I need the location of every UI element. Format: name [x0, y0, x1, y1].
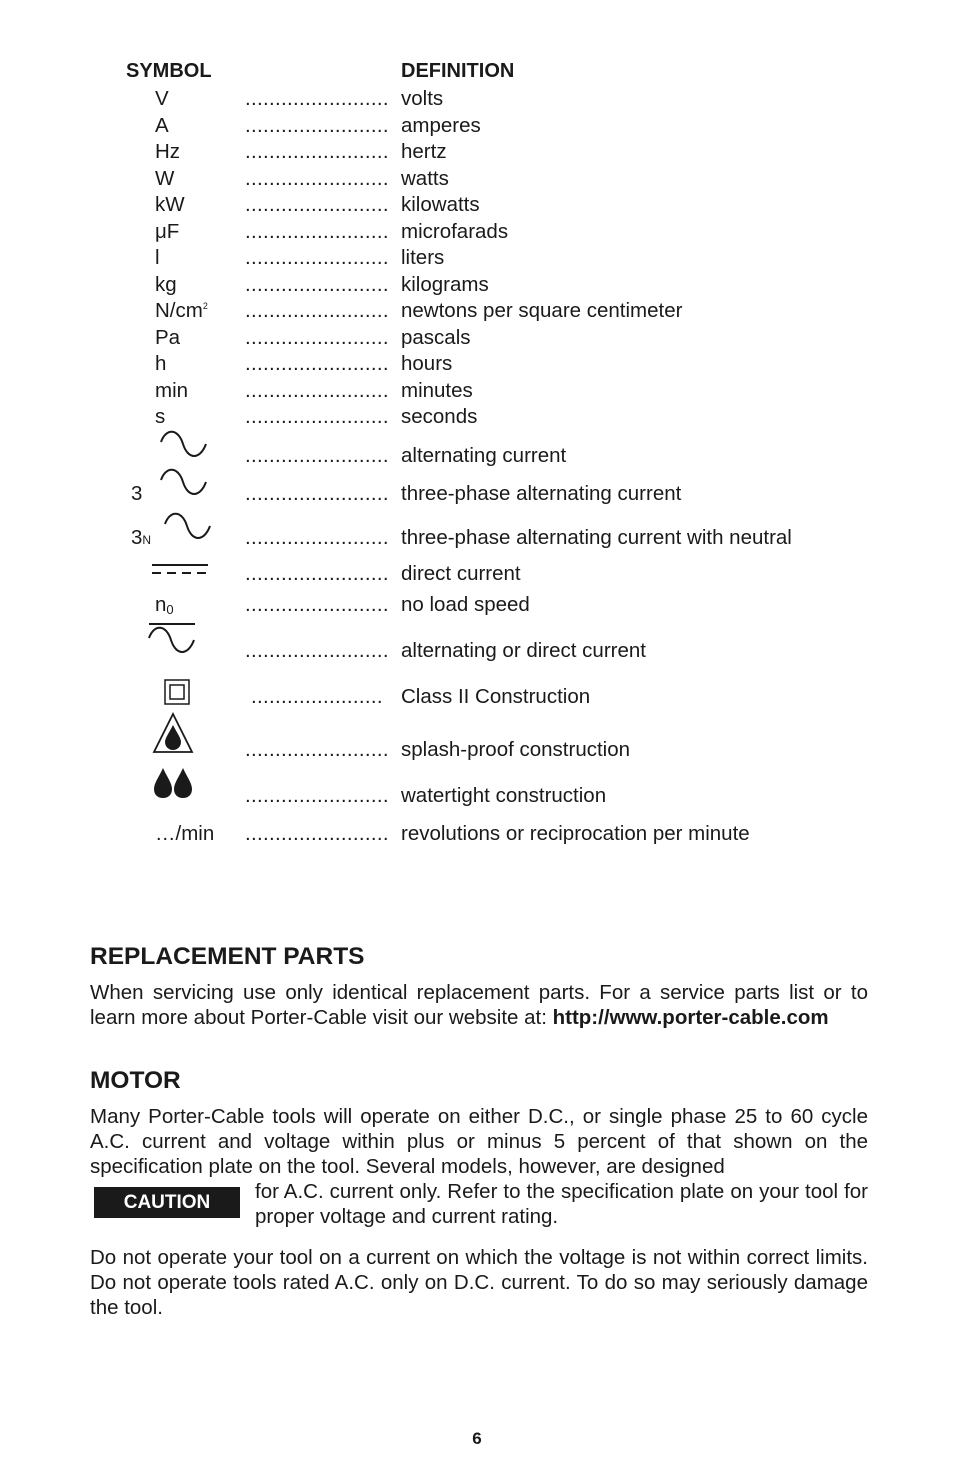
- table-row: [0, 444, 954, 470]
- leader-dots: ........................: [245, 405, 389, 428]
- symbol-cell: Pa: [155, 326, 181, 349]
- leader-dots: ........................: [245, 87, 389, 110]
- motor-paragraph-2: Do not operate your tool on a current on which the voltage is not within correct limits. Do not operate tools rated A.C. only on D.C. current. To do so may seriously damage the tool.: [90, 1246, 868, 1319]
- definition-cell: hertz: [401, 140, 447, 163]
- table-row: [0, 193, 954, 219]
- table-row: [0, 326, 954, 352]
- definition-cell: revolutions or reciprocation per minute: [401, 822, 750, 845]
- table-row: [0, 220, 954, 246]
- symbol-cell: W: [155, 167, 175, 190]
- leader-dots: ........................: [245, 273, 389, 296]
- table-row: [0, 482, 954, 508]
- symbol-cell: kg: [155, 273, 177, 296]
- leader-dots: ........................: [245, 379, 389, 402]
- definition-cell: pascals: [401, 326, 471, 349]
- definition-cell: direct current: [401, 562, 521, 585]
- definition-cell: minutes: [401, 379, 473, 402]
- table-row: [0, 379, 954, 405]
- table-row: [0, 114, 954, 140]
- leader-dots: ........................: [245, 526, 389, 549]
- table-row: [0, 352, 954, 378]
- definition-cell: microfarads: [401, 220, 509, 243]
- symbol-cell: h: [155, 352, 167, 375]
- leader-dots: ........................: [245, 738, 389, 761]
- symbol-cell: μF: [155, 220, 180, 243]
- definition-cell: watts: [401, 167, 449, 190]
- definition-cell: three-phase alternating current: [401, 482, 682, 505]
- superscript: 2: [202, 301, 208, 312]
- definition-cell: amperes: [401, 114, 481, 137]
- definition-cell: hours: [401, 352, 453, 375]
- leader-dots: ........................: [245, 326, 389, 349]
- leader-dots: ........................: [245, 140, 389, 163]
- definition-cell: seconds: [401, 405, 478, 428]
- table-row: [0, 167, 954, 193]
- leader-dots: ........................: [245, 352, 389, 375]
- table-row: [0, 526, 954, 552]
- prefix-sub: N: [142, 533, 152, 547]
- table-row: [0, 822, 954, 848]
- definition-cell: liters: [401, 246, 445, 269]
- leader-dots: ........................: [245, 784, 389, 807]
- three-phase-prefix: 3: [131, 482, 143, 505]
- definition-cell: volts: [401, 87, 444, 110]
- table-row: [0, 246, 954, 272]
- page-number: 6: [472, 1429, 482, 1448]
- definition-cell: watertight construction: [401, 784, 607, 807]
- leader-dots: ........................: [245, 193, 389, 216]
- caution-label: CAUTION: [94, 1187, 240, 1218]
- table-row: [0, 639, 954, 665]
- leader-dots: ........................: [245, 220, 389, 243]
- replacement-parts-text: [90, 980, 868, 1030]
- definition-cell: alternating or direct current: [401, 639, 646, 662]
- table-row: [0, 784, 954, 810]
- leader-dots: ........................: [245, 822, 389, 845]
- symbol-column-header: SYMBOL: [126, 60, 212, 82]
- definition-cell: splash-proof construction: [401, 738, 631, 761]
- table-row: [0, 685, 954, 711]
- leader-dots: ........................: [245, 167, 389, 190]
- symbol-cell: min: [155, 379, 189, 402]
- definition-cell: three-phase alternating current with neutral: [401, 526, 792, 549]
- leader-dots: ........................: [245, 246, 389, 269]
- website-link[interactable]: http://www.porter-cable.com: [552, 1006, 829, 1029]
- motor-paragraph-1-continued: for A.C. current only. Refer to the specification plate on your tool for proper voltage and current rating.: [255, 1180, 868, 1228]
- table-row: [0, 87, 954, 113]
- symbol-text: N/cm: [155, 299, 203, 322]
- leader-dots: ........................: [245, 562, 389, 585]
- leader-dots: ........................: [245, 639, 389, 662]
- table-row: [0, 562, 954, 588]
- definition-cell: kilowatts: [401, 193, 480, 216]
- leader-dots: ........................: [245, 444, 389, 467]
- symbol-cell: [155, 299, 208, 323]
- symbol-cell: Hz: [155, 140, 181, 163]
- table-row: [0, 738, 954, 764]
- leader-dots: ......................: [251, 685, 383, 708]
- table-row: [0, 140, 954, 166]
- table-row: [0, 593, 954, 619]
- definition-column-header: DEFINITION: [401, 60, 515, 82]
- leader-dots: ........................: [245, 482, 389, 505]
- prefix-digit: 3: [131, 526, 143, 549]
- symbol-cell: l: [155, 246, 160, 269]
- subscript: 0: [166, 602, 174, 617]
- definition-cell: no load speed: [401, 593, 530, 616]
- definition-cell: kilograms: [401, 273, 489, 296]
- symbol-cell: s: [155, 405, 166, 428]
- motor-heading: MOTOR: [90, 1067, 181, 1094]
- replacement-parts-heading: REPLACEMENT PARTS: [90, 943, 365, 970]
- definition-cell: Class II Construction: [401, 685, 591, 708]
- motor-paragraph-1: Many Porter-Cable tools will operate on either D.C., or single phase 25 to 60 cycle A.C. current and voltage within plus or minus 5 percent of that shown on the specification plate on the tool. Several models, however, are designed: [90, 1105, 868, 1178]
- leader-dots: ........................: [245, 593, 389, 616]
- table-row: [0, 273, 954, 299]
- leader-dots: ........................: [245, 299, 389, 322]
- symbol-cell: V: [155, 87, 169, 110]
- symbol-cell: kW: [155, 193, 185, 216]
- leader-dots: ........................: [245, 114, 389, 137]
- symbol-cell: A: [155, 114, 169, 137]
- definition-cell: alternating current: [401, 444, 567, 467]
- symbol-cell: …/min: [155, 822, 215, 845]
- table-row: [0, 299, 954, 325]
- symbol-text: n: [155, 593, 167, 616]
- replacement-parts-body: When servicing use only identical replacement parts. For a service parts list or to learn more about Porter-Cable visit our website at:: [90, 981, 868, 1029]
- definition-cell: newtons per square centimeter: [401, 299, 683, 322]
- table-row: [0, 405, 954, 431]
